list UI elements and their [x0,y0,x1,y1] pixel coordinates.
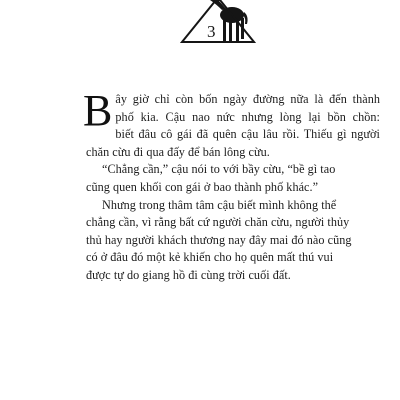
text-line: có ở đâu đó một kẻ khiến cho họ quên mất thú vui [86,250,334,265]
paragraph [86,197,380,285]
text-line: ây giờ chỉ còn bốn ngày đường nữa là đến thành [115,92,380,106]
text-line: biết đâu cô gái đã quên cậu lâu rồi. Thiếu gì người [115,127,380,142]
text-line: “Chẳng cần,” cậu nói to với bầy cừu, “bề gì tao [102,162,336,177]
paragraph [83,86,380,161]
text-line: Nhưng trong thâm tâm cậu biết mình không thể [102,197,337,212]
chapter-number: 3 [207,22,216,41]
chapter-header [178,0,258,48]
text-line: thủ hay người khách thương nay đây mai đó nào cũng [86,232,352,247]
text-line: chẳng cần, vì rằng bất cứ người chăn cừu, người thủy [86,215,350,230]
drop-cap: B [83,86,113,135]
text-line: được tự do giang hồ đi cùng trời cuối đất. [86,267,291,282]
text-line: chăn cừu đi qua đấy để bán lông cừu. [86,144,270,159]
chapter-body [83,86,380,285]
chapter-emblem [178,0,258,48]
paragraph [86,161,380,196]
text-line: cũng quen khối con gái ở bao thành phố khác.” [86,179,319,194]
text-line: phố kia. Cậu nao nức nhưng lòng lại bồn chồn: [115,109,380,124]
camel-icon [210,0,248,41]
